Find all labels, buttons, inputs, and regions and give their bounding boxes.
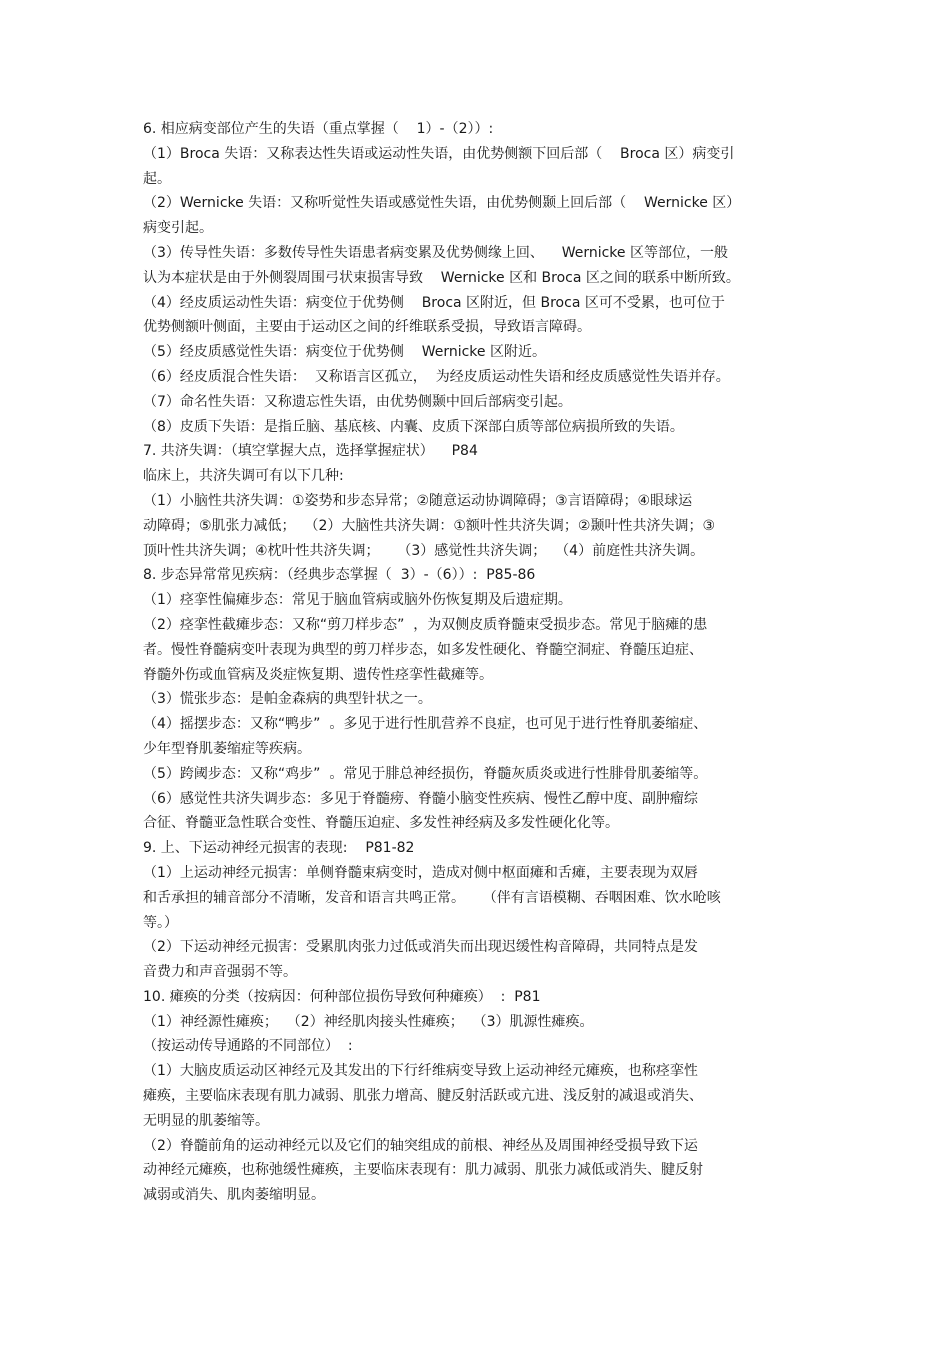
- text-line: 和舌承担的辅音部分不清晰，发音和语言共鸣正常。 （伴有言语模糊、吞咽困难、饮水呛咳: [143, 889, 721, 906]
- text-line: （1）Broca 失语：又称表达性失语或运动性失语，由优势侧额下回后部（ Broca 区）病变引: [143, 145, 735, 162]
- text-line: （8）皮质下失语：是指丘脑、基底核、内囊、皮质下深部白质等部位病损所致的失语。: [143, 418, 684, 435]
- text-line: （1）大脑皮质运动区神经元及其发出的下行纤维病变导致上运动神经元瘫痪，也称痉挛性: [143, 1063, 698, 1080]
- text-line: 起。: [143, 170, 171, 187]
- text-line: （4）经皮质运动性失语：病变位于优势侧 Broca 区附近，但 Broca 区可不受累，也可位于: [143, 294, 725, 311]
- text-line: （2）下运动神经元损害：受累肌肉张力过低或消失而出现迟缓性构音障碍，共同特点是发: [143, 939, 698, 956]
- text-line: 7. 共济失调：（填空掌握大点，选择掌握症状） P84: [143, 443, 478, 460]
- text-line: （1）小脑性共济失调：①姿势和步态异常；②随意运动协调障碍；③言语障碍；④眼球运: [143, 492, 693, 509]
- text-line: （3）传导性失语：多数传导性失语患者病变累及优势侧缘上回、 Wernicke 区等部位，一般: [143, 244, 728, 261]
- text-line: 8. 步态异常常见疾病：（经典步态掌握（ 3）-（6））: P85-86: [143, 567, 536, 584]
- text-line: （2）脊髓前角的运动神经元以及它们的轴突组成的前根、神经丛及周围神经受损导致下运: [143, 1137, 698, 1154]
- text-line: （3）慌张步态：是帕金森病的典型针状之一。: [143, 691, 432, 708]
- text-line: 认为本症状是由于外侧裂周围弓状束损害导致 Wernicke 区和 Broca 区之间的联系中断所致。: [143, 269, 740, 286]
- text-line: 等。）: [143, 914, 178, 931]
- text-line: 瘫痪，主要临床表现有肌力减弱、肌张力增高、腱反射活跃或亢进、浅反射的减退或消失、: [143, 1088, 703, 1105]
- text-line: （1）痉挛性偏瘫步态：常见于脑血管病或脑外伤恢复期及后遗症期。: [143, 592, 572, 609]
- text-line: 10. 瘫痪的分类（按病因：何种部位损伤导致何种瘫痪） : P81: [143, 988, 541, 1005]
- text-line: （4）摇摆步态：又称“鸭步” 。多见于进行性肌营养不良症，也可见于进行性脊肌萎缩症、: [143, 716, 708, 733]
- text-line: 6. 相应病变部位产生的失语（重点掌握（ 1）-（2））:: [143, 121, 494, 137]
- text-line: 临床上，共济失调可有以下几种:: [143, 468, 344, 485]
- text-line: （2）痉挛性截瘫步态：又称“剪刀样步态” ，为双侧皮质脊髓束受损步态。常见于脑瘫的患: [143, 616, 708, 633]
- text-line: 合征、脊髓亚急性联合变性、脊髓压迫症、多发性神经病及多发性硬化化等。: [143, 815, 619, 832]
- text-line: 病变引起。: [143, 220, 213, 237]
- text-line: 顶叶性共济失调；④枕叶性共济失调； （3）感觉性共济失调； （4）前庭性共济失调。: [143, 542, 705, 559]
- text-line: 减弱或消失、肌肉萎缩明显。: [143, 1187, 325, 1204]
- text-line: （1）神经源性瘫痪； （2）神经肌肉接头性瘫痪； （3）肌源性瘫痪。: [143, 1013, 594, 1030]
- text-line: 无明显的肌萎缩等。: [143, 1112, 269, 1129]
- text-line: 者。慢性脊髓病变叶表现为典型的剪刀样步态，如多发性硬化、脊髓空洞症、脊髓压迫症、: [143, 641, 703, 658]
- text-line: （7）命名性失语：又称遗忘性失语，由优势侧颞中回后部病变引起。: [143, 393, 572, 410]
- text-line: 9. 上、下运动神经元损害的表现: P81-82: [143, 840, 415, 857]
- text-line: 音费力和声音强弱不等。: [143, 964, 297, 981]
- text-line: （6）经皮质混合性失语： 又称语言区孤立， 为经皮质运动性失语和经皮质感觉性失语并存。: [143, 368, 730, 385]
- text-line: （按运动传导通路的不同部位） :: [143, 1038, 353, 1055]
- text-line: 动障碍；⑤肌张力减低； （2）大脑性共济失调：①额叶性共济失调；②颞叶性共济失调；③: [143, 517, 716, 534]
- text-line: （5）经皮质感觉性失语：病变位于优势侧 Wernicke 区附近。: [143, 344, 546, 361]
- document-body: [143, 117, 813, 1208]
- text-line: （6）感觉性共济失调步态：多见于脊髓痨、脊髓小脑变性疾病、慢性乙醇中度、副肿瘤综: [143, 790, 698, 807]
- text-line: （2）Wernicke 失语：又称听觉性失语或感觉性失语，由优势侧颞上回后部（ Wernicke 区）: [143, 195, 741, 212]
- text-line: 动神经元瘫痪，也称弛缓性瘫痪，主要临床表现有：肌力减弱、肌张力减低或消失、腱反射: [143, 1162, 703, 1179]
- text-line: （5）跨阈步态：又称“鸡步” 。常见于腓总神经损伤，脊髓灰质炎或进行性腓骨肌萎缩等。: [143, 765, 708, 782]
- text-line: （1）上运动神经元损害：单侧脊髓束病变时，造成对侧中枢面瘫和舌瘫，主要表现为双唇: [143, 864, 698, 881]
- text-line: 少年型脊肌萎缩症等疾病。: [143, 740, 311, 757]
- text-line: 优势侧额叶侧面，主要由于运动区之间的纤维联系受损，导致语言障碍。: [143, 319, 591, 336]
- text-line: 脊髓外伤或血管病及炎症恢复期、遗传性痉挛性截瘫等。: [143, 666, 493, 683]
